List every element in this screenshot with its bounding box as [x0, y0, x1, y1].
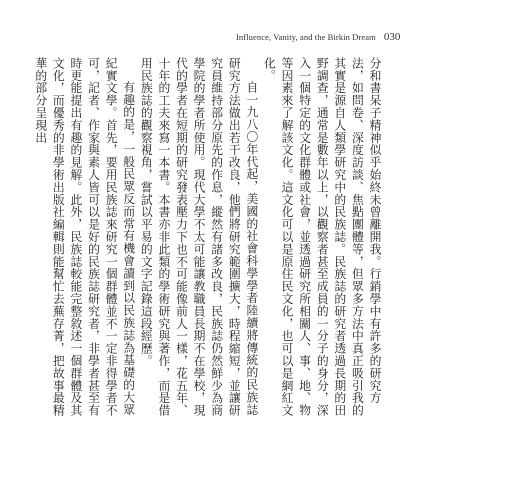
running-header [236, 30, 404, 44]
running-title: Influence, Vanity, and the Birkin Dream [236, 32, 376, 42]
paragraph-2: 自一九八〇年代起，美國的社會科學學者陸續將傳統的民族誌研究方法做出若干改良，他們將研究範圍擴大，時程縮短，並讓研究員維持部分原先的作息，縱然有諸多改良，民族誌仍然鮮少為商學院的學者所使用。現代大學不太可能讓教職員長期不在學校，現代的學者在短期的研究發表壓力下也不可能像前人一樣，花五年、十年的工夫來寫一本書。本書亦非此類的學術研究與著作，而是借用民族誌的觀察視角，嘗試以平易的文字記錄這段經歷。 [139, 57, 259, 417]
body-text [33, 57, 383, 423]
paragraph-3: 有趣的是，一般民眾反而常有機會讀到以民族誌為基礎的大眾紀實文學。首先，要用民族誌來研究一個群體並不一定非得學者不可，記者、作家與素人皆可以是好的民族誌研究者，非學者甚至有時更能提出有趣的見解。此外，民族誌較能完整敘述一個群體及其文化，而優秀的非學術出版社編輯則能幫忙去蕪存菁，把故事最精華的部分呈現出 [33, 57, 136, 417]
page-number: 030 [383, 31, 401, 43]
paragraph-1: 分和書呆子精神似乎始終未曾離開我。行銷學中有許多的研究方法，如問卷、深度訪談、焦點團體等，但眾多方法中真正吸引我的其實是源自人類學研究中的民族誌。民族誌的研究者透過長期的田野調查，通常是數年以上，以觀察者甚至成員的一分子的身分，深入一個特定的文化群體或社會，並透過研究所相關人、事、地、物等因素來了解該文化。這文化可以是原住民文化，也可以是網紅文化。 [262, 57, 382, 417]
